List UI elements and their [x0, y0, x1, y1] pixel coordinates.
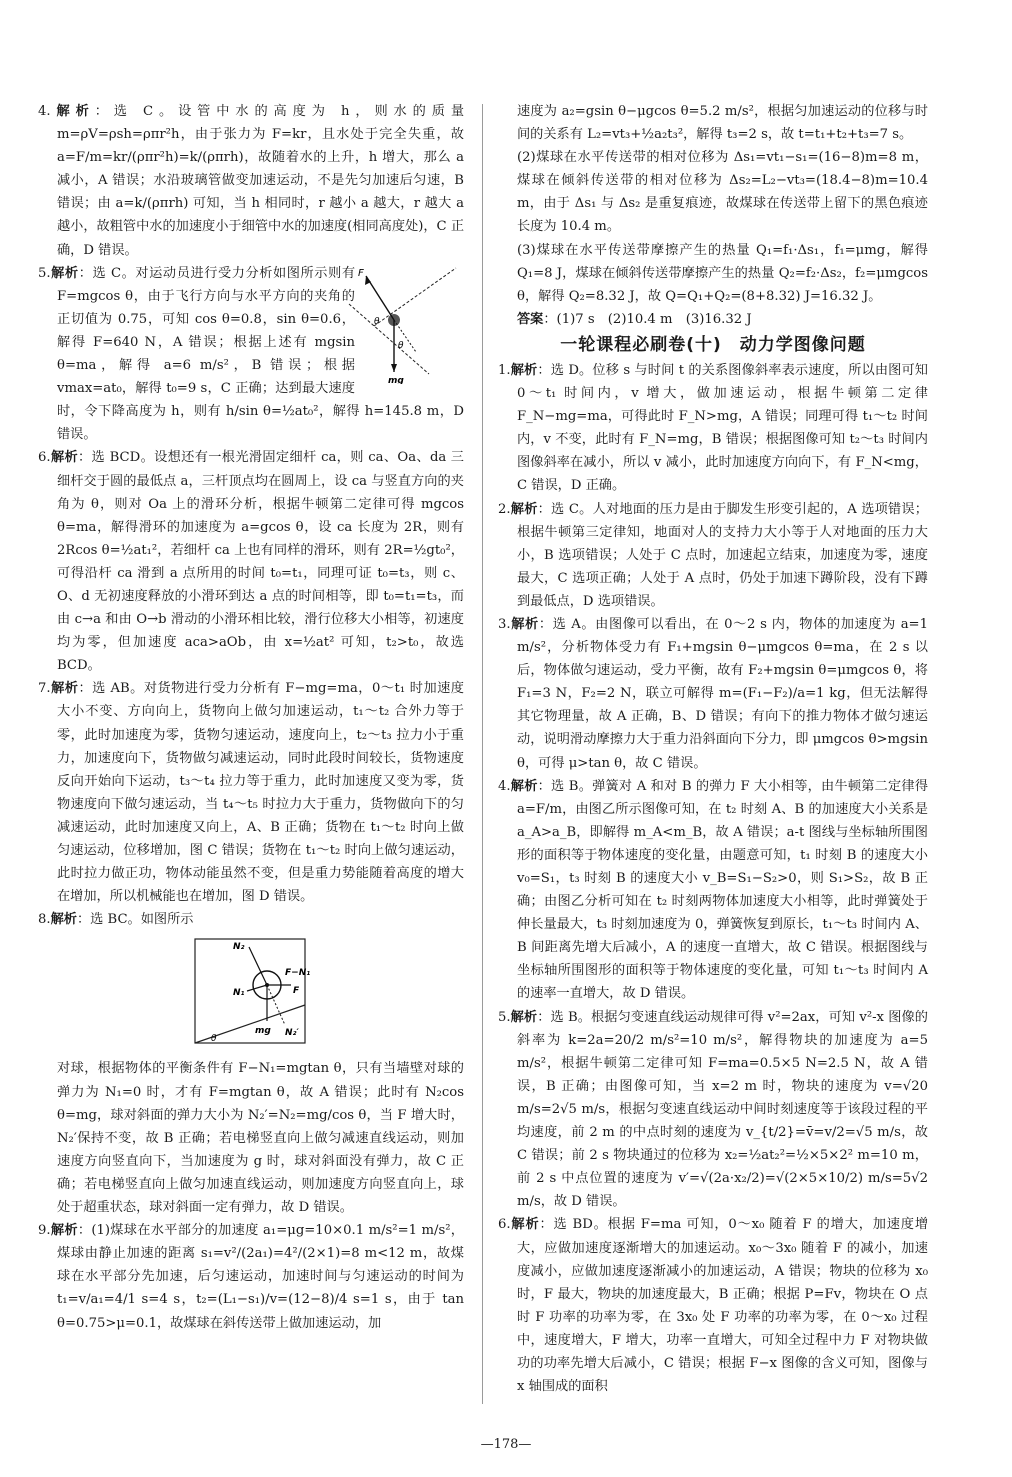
- theta-label: θ: [211, 1034, 217, 1045]
- section-title: 一轮课程必刷卷(十) 动力学图像问题: [560, 334, 866, 355]
- angle-label: θ: [374, 316, 380, 327]
- answer-7: 7.解析：选 AB。对货物进行受力分析有 F−mg=ma，0～t₁ 时加速度大小不变、方向向上，货物向上做匀加速运动，t₁～t₂ 合外力等于零，此时加速度为零，货物匀速运动，速度向上，t₂～t₃ 拉力小于重力，加速度向下，货物做匀减速运动，同时此段时间较长，货物速度反向开始向下运动，t₃～t₄ 拉力等于重力，此时加速度又变为零，货物速度向下做匀速运动，当 t₄～t₅ 时拉力大于重力，货物做向下的匀减速运动，此时加速度又向上，A、B 正确；货物在 t₁～t₂ 时向上做匀速运动，位移增加，图 C 错误；货物在 t₁～t₂ 时向上做匀速运动，此时拉力做正功，物体动能虽然不变，但是重力势能随着高度的增大在增加，所以机械能也在增加，图 D 错误。: [38, 681, 464, 905]
- ball-on-incline-diagram: [38, 935, 464, 1055]
- question-4-solution: 4.解析：选 B。弹簧对 A 和对 B 的弹力 F 大小相等，由牛顿第二定律得 a=F/m，由图乙所示图像可知，在 t₂ 时刻 A、B 的加速度大小关系是 a_A>a_B，即解得 m_A<m_B，故 A 错误；a-t 图线与坐标轴所围图形的面积等于物体速度的变化量，由题意可知，t₁ 时刻 B 的速度大小 v₀=S₁，t₃ 时刻 B 的速度大小 v_B=S₁−S₂>0，则 S₁>S₂，故 B 正确；由图乙分析可知在 t₂ 时刻两物体加速度大小相等，此时弹簧处于伸长量最大，t₃ 时刻加速度为 0，弹簧恢复到原长，t₁～t₃ 时间内 A、B 间距离先增大后减小，A 的速度一直增大，故 C 错误。根据图线与坐标轴所围图形的面积等于物体速度的变化量，可知 t₁～t₃ 时间内 A 的速率一直增大，故 D 错误。: [498, 778, 929, 1002]
- page-number: —178—: [480, 1437, 532, 1452]
- angle-label: θ: [398, 340, 404, 351]
- answer-9-continued: 速度为 a₂=gsin θ−μgcos θ=5.2 m/s²，根据匀加速运动的位移与时间的关系有 L₂=vt₃+½a₂t₃²，解得 t₃=2 s，故 t=t₁+t₂+t₃=7 s。: [517, 104, 928, 143]
- answer-4: 4.解析：选 C。设管中水的高度为 h，则水的质量 m=ρV=ρsh=ρπr²h，由于张力为 F=kr，且水处于完全失重，故 a=F/m=kr/(ρπr²h)=k/(ρπrh)，故随着水的上升，h 增大，那么 a 减小，A 错误；水沿玻璃管做变加速运动，不是先匀加速后匀速，B 错误；由 a=k/(ρπrh) 可知，当 h 相同时，r 越小 a 越大，r 越大 a 越小，故粗管中水的加速度小于细管中水的加速度(相同高度处)，C 正确，D 错误。: [38, 104, 465, 258]
- answer-6: 6.解析：选 BCD。设想还有一根光滑固定细杆 ca，则 ca、Oa、da 三细杆交于圆的最低点 a，三杆顶点均在圆周上，设 ca 与竖直方向的夹角为 θ，则对 Oa 上的滑环分析，根据牛顿第二定律可得 mgcos θ=ma，解得滑环的加速度为 a=gcos θ，设 ca 长度为 2R，则有 2Rcos θ=½at₁²，若细杆 ca 上也有同样的滑环，则有 2R=½gt₀²，可得沿杆 ca 滑到 a 点所用的时间 t₀=t₁，同理可证 t₀=t₃，则 c、O、d 无初速度释放的小滑环到达 a 点的时间相等，即 t₀=t₁=t₃，而由 c→a 和由 O→b 滑动的小滑环相比较，滑行位移大小相等，初速度均为零，但加速度 aca>aOb，由 x=½at² 可知，t₂>t₀，故选 BCD。: [38, 450, 464, 674]
- mg-label: mg: [255, 1026, 271, 1037]
- force-f-label: F: [358, 267, 364, 279]
- question-2-solution: 2.解析：选 C。人对地面的压力是由于脚发生形变引起的，A 选项错误；根据牛顿第三定律知，地面对人的支持力大小等于人对地面的压力大小，B 选项错误；人处于 C 点时，加速起立结束，加速度为零，速度最大，C 选项正确；人处于 A 点时，仍处于加速下蹲阶段，没有下蹲到最低点，D 选项错误。: [498, 501, 928, 609]
- skydiver-force-diagram: [358, 264, 464, 392]
- column-divider: [482, 104, 483, 1404]
- left-column: [38, 100, 464, 1335]
- mg-label: mg: [388, 375, 404, 384]
- question-1-solution: 1.解析：选 D。位移 s 与时间 t 的关系图像斜率表示速度，所以由图可知 0～t₁ 时间内，v 增大，做加速运动，根据牛顿第二定律 F_N−mg=ma，可得此时 F_N>mg，A 错误；同理可得 t₁～t₂ 时间内，v 不变，此时有 F_N=mg，B 错误；根据图像可知 t₂～t₃ 时间内图像斜率在减小，所以 v 减小，此时加速度方向向下，有 F_N<mg，C 错误，D 正确。: [498, 362, 928, 494]
- question-5-solution: 5.解析：选 B。根据匀变速直线运动规律可得 v²=2ax，可知 v²-x 图像的斜率为 k=2a=20/2 m/s²=10 m/s²，解得物块的加速度为 a=5 m/s²，根据牛顿第二定律可知 F=ma=0.5×5 N=2.5 N，故 A 错误，B 正确；由图像可知，当 x=2 m 时，物块的速度为 v=√20 m/s=2√5 m/s，根据匀变速直线运动中间时刻速度等于该段过程的平均速度，前 2 m 的中点时刻的速度为 v_{t/2}=v̄=v/2=√5 m/s，故 C 错误；前 2 s 物块通过的位移为 x₂=½at₂²=½×5×2² m=10 m，前 2 s 中点位置的速度为 v′=√(2a·x₂/2)=√(2×5×10/2) m/s=5√2 m/s，故 D 错误。: [498, 1009, 928, 1210]
- answer-5: F θ θ mg 5.解析：选 C。对运动员进行受力分析如图所示则有 F=mgcos θ，由于飞行方向与水平方向的夹角的正切值为 0.75，可知 cos θ=0.8，sin θ=0.6，解得 F=640 N，A 错误；根据上述有 mgsin θ=ma，解得 a=6 m/s²，B 错误；根据 vmax=at₀，解得 t₀=9 s，C 正确；达到最大速度时，令下降高度为 h，则有 h/sin θ=½at₀²，解得 h=145.8 m，D 错误。: [38, 265, 464, 443]
- n2-label: N₂: [233, 942, 245, 953]
- answer-9-part-3: (3)煤球在水平传送带摩擦产生的热量 Q₁=f₁·Δs₁，f₁=μmg，解得 Q₁=8 J，煤球在倾斜传送带摩擦产生的热量 Q₂=f₂·Δs₂，f₂=μmgcos θ，解得 Q₂=8.32 J，故 Q=Q₁+Q₂=(8+8.32) J=16.32 J。: [517, 242, 928, 304]
- answer-8: 8.解析：选 BC。如图所示: [38, 912, 194, 928]
- right-column: [498, 100, 928, 1398]
- f-label: F: [293, 986, 300, 997]
- answer-9-part-2: (2)煤球在水平传送带的相对位移为 Δs₁=vt₁−s₁=(16−8)m=8 m，煤球在倾斜传送带的相对位移为 Δs₂=L₂−vt₃=(18.4−8)m=10.4 m，由于 Δs₁ 与 Δs₂ 是重复痕迹，故煤球在传送带上留下的黑色痕迹长度为 10.4 m。: [517, 150, 928, 235]
- answer-9: 9.解析：(1)煤球在水平部分的加速度 a₁=μg=10×0.1 m/s²=1 m/s²，煤球由静止加速的距离 s₁=v²/(2a₁)=4²/(2×1)=8 m<12 m，故煤球在水平部分先加速，后匀速运动，加速时间与匀速运动的时间为 t₁=v/a₁=4/1 s=4 s，t₂=(L₁−s₁)/v=(12−8)/4 s=1 s，由于 tan θ=0.75>μ=0.1，故煤球在斜传送带上做加速运动，加: [38, 1223, 464, 1331]
- f-minus-n1-label: F−N₁: [285, 968, 311, 979]
- n1-label: N₁: [233, 988, 245, 999]
- answer-8-continued: 对球，根据物体的平衡条件有 F−N₁=mgtan θ，只有当墙壁对球的弹力为 N₁=0 时，才有 F=mgtan θ，故 A 错误；此时有 N₂cos θ=mg，球对斜面的弹力大小为 N₂′=N₂=mg/cos θ，当 F 增大时，N₂′保持不变，故 B 正确；若电梯竖直向上做匀减速直线运动，则加速度方向竖直向下，当加速度为 g 时，球对斜面没有弹力，故 C 正确；若电梯竖直向上做匀加速直线运动，则加速度方向竖直向上，球处于超重状态，球对斜面一定有弹力，故 D 错误。: [57, 1061, 464, 1216]
- question-3-solution: 3.解析：选 A。由图像可以看出，在 0～2 s 内，物体的加速度为 a=1 m/s²，分析物体受力有 F₁+mgsin θ−μmgcos θ=ma，在 2 s 以后，物体做匀速运动，受力平衡，故有 F₂+mgsin θ=μmgcos θ，将 F₁=3 N，F₂=2 N，联立可解得 m=(F₁−F₂)/a=1 kg，但无法解得其它物理量，故 A 正确，B、D 错误；有向下的推力物体才做匀速运动，说明滑动摩擦力大于重力沿斜面向下分力，即 μmgcos θ>mgsin θ，可得 μ>tan θ，故 C 错误。: [498, 616, 928, 771]
- question-6-solution: 6.解析：选 BD。根据 F=ma 可知，0～x₀ 随着 F 的增大，加速度增大，应做加速度逐渐增大的加速运动。x₀～3x₀ 随着 F 的减小，加速度减小，应做加速度逐渐减小的加速运动，A 错误；物块的位移为 x₀ 时，F 最大，物块的加速度最大，B 正确；根据 P=Fv，物块在 O 点时 F 功率的功率为零，在 3x₀ 处 F 功率的功率为零，在 0～x₀ 过程中，速度增大，F 增大，功率一直增大，可知全过程中力 F 对物块做功的功率先增大后减小，C 错误；根据 F−x 图像的含义可知，图像与 x 轴围成的面积: [498, 1217, 929, 1395]
- n2-prime-label: N₂′: [285, 1028, 299, 1039]
- answer-9-final: 答案：(1)7 s (2)10.4 m (3)16.32 J: [517, 311, 752, 327]
